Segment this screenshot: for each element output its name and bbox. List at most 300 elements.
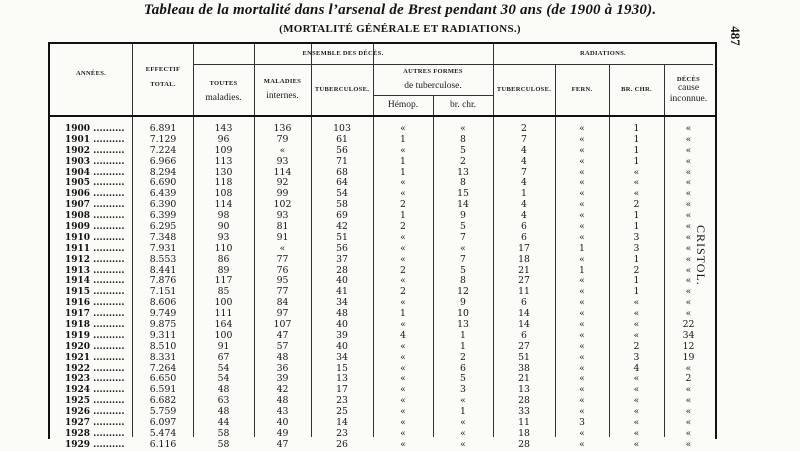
bronchite-chronique-cell: 1 — [460, 340, 466, 352]
year-cell: 1900 .......... — [65, 124, 125, 134]
radiation-tuberculose-cell: 17 — [518, 242, 530, 254]
radiation-fern-cell: « — [579, 199, 585, 211]
radiation-fern-cell: « — [579, 395, 585, 407]
maladies-internes-cell: 57 — [276, 340, 289, 352]
radiation-fern-cell: « — [579, 210, 585, 222]
radiation-fern-cell: « — [579, 308, 585, 320]
radiation-tuberculose-cell: 6 — [521, 221, 527, 233]
radiation-tuberculose-cell: 11 — [518, 286, 530, 298]
radiation-brchr-cell: 4 — [633, 362, 640, 374]
year-cell: 1925 .......... — [65, 396, 125, 407]
header-deces-line1: DÉCÈS — [676, 76, 701, 83]
deces-cause-inconnue-cell: « — [685, 123, 692, 134]
radiation-tuberculose-cell: 4 — [521, 210, 527, 222]
bronchite-chronique-cell: 1 — [460, 406, 466, 418]
maladies-internes-cell: 43 — [276, 406, 289, 418]
year-cell: 1908 .......... — [65, 211, 125, 222]
tuberculose-cell: 25 — [336, 406, 348, 418]
year-cell: 1913 .......... — [65, 265, 125, 276]
radiation-brchr-cell: 1 — [633, 144, 640, 156]
hemoptysie-cell: « — [400, 275, 406, 287]
tuberculose-cell: 34 — [336, 297, 348, 309]
radiation-brchr-cell: « — [633, 319, 640, 331]
maladies-internes-cell: 76 — [276, 264, 289, 276]
tuberculose-cell: 23 — [336, 427, 348, 439]
bronchite-chronique-cell: 6 — [460, 362, 466, 374]
year-cell: 1928 .......... — [65, 428, 125, 439]
hemoptysie-cell: 1 — [400, 210, 406, 222]
effectif-cell: 8.606 — [149, 297, 177, 309]
hemoptysie-cell: « — [400, 144, 406, 156]
radiation-fern-cell: « — [579, 351, 585, 363]
page-title: Tableau de la mortalité dans l’arsenal de Brest pendant 30 ans (de 1900 à 1930). — [143, 2, 657, 18]
toutes-maladies-cell: 91 — [217, 340, 230, 352]
tuberculose-cell: 40 — [336, 340, 348, 352]
maladies-internes-cell: 79 — [276, 133, 289, 145]
deces-cause-inconnue-cell: « — [685, 438, 692, 450]
header-maladies-line2: internes. — [266, 91, 299, 102]
radiation-tuberculose-cell: 1 — [521, 188, 527, 200]
header-effectif — [133, 66, 193, 89]
page-subtitle: (MORTALITÉ GÉNÉRALE ET RADIATIONS.) — [279, 23, 521, 35]
header-toutes-line2: maladies. — [205, 93, 242, 104]
radiation-brchr-cell: « — [633, 395, 640, 407]
radiation-fern-cell: « — [579, 319, 585, 331]
radiation-fern-cell: « — [579, 438, 585, 450]
tuberculose-cell: 54 — [336, 188, 348, 200]
effectif-cell: 8.441 — [149, 264, 177, 276]
hemoptysie-cell: « — [400, 188, 406, 200]
tuberculose-cell: 56 — [336, 242, 348, 254]
deces-cause-inconnue-cell: « — [685, 188, 692, 200]
deces-cause-inconnue-cell: « — [685, 308, 692, 320]
tuberculose-cell: 15 — [336, 362, 348, 374]
maladies-internes-cell: 39 — [276, 373, 289, 385]
effectif-cell: 7.876 — [149, 275, 177, 287]
hemoptysie-cell: 2 — [400, 264, 406, 276]
radiation-tuberculose-cell: 4 — [521, 177, 527, 189]
year-cell: 1915 .......... — [65, 287, 125, 298]
radiation-brchr-cell: « — [633, 297, 640, 309]
hemoptysie-cell: 1 — [400, 308, 406, 320]
year-cell: 1916 .......... — [65, 298, 125, 309]
maladies-internes-cell: « — [279, 144, 286, 156]
hemoptysie-cell: 4 — [400, 329, 406, 341]
bronchite-chronique-cell: 8 — [460, 177, 466, 189]
toutes-maladies-cell: 110 — [214, 242, 233, 254]
header-tuberculose: TUBERCULOSE. — [314, 86, 370, 93]
tuberculose-cell: 64 — [336, 177, 348, 189]
bronchite-chronique-cell: 9 — [460, 297, 466, 309]
bronchite-chronique-cell: 13 — [457, 166, 469, 178]
bronchite-chronique-cell: 5 — [460, 144, 466, 156]
maladies-internes-cell: 77 — [276, 286, 289, 298]
hemoptysie-cell: « — [400, 123, 406, 134]
deces-cause-inconnue-cell: « — [685, 417, 692, 429]
header-autres-formes — [373, 68, 493, 94]
radiation-brchr-cell: « — [633, 427, 640, 439]
radiation-fern-cell: « — [579, 133, 585, 145]
year-cell: 1923 .......... — [65, 374, 125, 385]
radiation-fern-cell: 1 — [579, 242, 585, 254]
maladies-internes-cell: 107 — [273, 319, 292, 331]
maladies-internes-cell: 42 — [276, 384, 289, 396]
maladies-internes-cell: 92 — [276, 177, 289, 189]
radiation-fern-cell: « — [579, 166, 585, 178]
deces-cause-inconnue-cell: « — [685, 242, 692, 254]
radiation-brchr-cell: 1 — [633, 210, 640, 222]
tuberculose-cell: 68 — [336, 166, 348, 178]
toutes-maladies-cell: 44 — [217, 417, 230, 429]
radiation-brchr-cell: 1 — [633, 155, 640, 167]
bronchite-chronique-cell: « — [460, 417, 466, 429]
effectif-cell: 6.390 — [149, 199, 177, 211]
maladies-internes-cell: 102 — [273, 199, 292, 211]
bronchite-chronique-cell: 5 — [460, 264, 466, 276]
maladies-internes-cell: 97 — [276, 308, 289, 320]
tuberculose-cell: 103 — [333, 123, 351, 134]
radiation-fern-cell: « — [579, 144, 585, 156]
tuberculose-cell: 13 — [336, 373, 348, 385]
effectif-cell: 6.591 — [149, 384, 177, 396]
maladies-internes-cell: 47 — [276, 438, 289, 450]
effectif-cell: 8.331 — [149, 351, 177, 363]
toutes-maladies-cell: 109 — [214, 144, 233, 156]
year-cell: 1914 .......... — [65, 276, 125, 287]
bronchite-chronique-cell: 12 — [457, 286, 469, 298]
effectif-cell: 6.097 — [149, 417, 177, 429]
tuberculose-cell: 71 — [336, 155, 348, 167]
hemoptysie-cell: 1 — [400, 155, 406, 167]
effectif-cell: 6.690 — [149, 177, 177, 189]
tuberculose-cell: 40 — [336, 319, 348, 331]
radiation-brchr-cell: « — [633, 373, 640, 385]
subgroup-rule — [373, 95, 493, 96]
effectif-cell: 6.966 — [149, 155, 177, 167]
year-cell: 1924 .......... — [65, 385, 125, 396]
tuberculose-cell: 37 — [336, 253, 348, 265]
deces-cause-inconnue-cell: « — [685, 297, 692, 309]
effectif-cell: 8.510 — [149, 340, 177, 352]
bronchite-chronique-cell: 7 — [460, 231, 466, 243]
deces-cause-inconnue-cell: « — [685, 395, 692, 407]
tuberculose-cell: 69 — [336, 210, 348, 222]
hemoptysie-cell: « — [400, 319, 406, 331]
maladies-internes-cell: 49 — [276, 427, 289, 439]
effectif-cell: 9.311 — [149, 329, 177, 341]
deces-cause-inconnue-cell: 2 — [685, 373, 692, 385]
maladies-internes-cell: « — [279, 242, 286, 254]
effectif-cell: 7.348 — [149, 231, 177, 243]
toutes-maladies-cell: 111 — [214, 308, 233, 320]
table-row — [50, 157, 711, 168]
bronchite-chronique-cell: 9 — [460, 210, 466, 222]
header-autres-line1: AUTRES FORMES — [403, 68, 463, 75]
hemoptysie-cell: 1 — [400, 133, 406, 145]
radiation-tuberculose-cell: 4 — [521, 144, 527, 156]
toutes-maladies-cell: 58 — [217, 438, 230, 450]
maladies-internes-cell: 81 — [276, 221, 289, 233]
toutes-maladies-cell: 98 — [217, 210, 230, 222]
toutes-maladies-cell: 93 — [217, 231, 230, 243]
effectif-cell: 7.129 — [149, 133, 177, 145]
year-cell: 1921 .......... — [65, 352, 125, 363]
effectif-cell: 7.931 — [149, 242, 177, 254]
radiation-brchr-cell: 2 — [633, 199, 640, 211]
year-cell: 1929 .......... — [65, 439, 125, 450]
radiation-fern-cell: « — [579, 286, 585, 298]
radiation-tuberculose-cell: 6 — [521, 329, 527, 341]
deces-cause-inconnue-cell: « — [685, 427, 692, 439]
header-deces-line2: cause — [677, 83, 700, 94]
radiation-fern-cell: « — [579, 384, 585, 396]
tuberculose-cell: 26 — [336, 438, 348, 450]
radiation-tuberculose-cell: 51 — [518, 351, 530, 363]
bronchite-chronique-cell: 2 — [460, 155, 466, 167]
group-rule — [493, 64, 713, 65]
year-cell: 1927 .......... — [65, 418, 125, 429]
radiation-brchr-cell: 1 — [633, 221, 640, 233]
header-hemop: Hémop. — [387, 100, 419, 110]
radiation-fern-cell: « — [579, 231, 585, 243]
header-brchr: br. chr. — [449, 100, 477, 110]
toutes-maladies-cell: 113 — [214, 155, 233, 167]
radiation-tuberculose-cell: 6 — [521, 297, 527, 309]
toutes-maladies-cell: 90 — [217, 221, 230, 233]
maladies-internes-cell: 114 — [273, 166, 292, 178]
header-radiations: RADIATIONS. — [580, 50, 626, 57]
hemoptysie-cell: 2 — [400, 199, 406, 211]
radiation-tuberculose-cell: 6 — [521, 231, 527, 243]
radiation-brchr-cell: « — [633, 177, 640, 189]
hemoptysie-cell: « — [400, 351, 406, 363]
toutes-maladies-cell: 86 — [217, 253, 230, 265]
bronchite-chronique-cell: « — [460, 123, 466, 134]
deces-cause-inconnue-cell: « — [685, 210, 692, 222]
tuberculose-cell: 40 — [336, 275, 348, 287]
radiation-fern-cell: 3 — [579, 417, 585, 429]
effectif-cell: 7.224 — [149, 144, 177, 156]
bronchite-chronique-cell: 13 — [457, 319, 469, 331]
radiation-fern-cell: « — [579, 427, 585, 439]
radiation-tuberculose-cell: 4 — [521, 155, 527, 167]
effectif-cell: 6.116 — [149, 438, 177, 450]
radiation-brchr-cell: « — [633, 417, 640, 429]
year-cell: 1911 .......... — [65, 243, 125, 254]
radiation-tuberculose-cell: 18 — [518, 427, 530, 439]
bronchite-chronique-cell: 15 — [457, 188, 469, 200]
radiation-tuberculose-cell: 18 — [518, 253, 530, 265]
radiation-brchr-cell: 3 — [633, 351, 640, 363]
year-cell: 1922 .......... — [65, 363, 125, 374]
hemoptysie-cell: « — [400, 253, 406, 265]
toutes-maladies-cell: 164 — [214, 319, 233, 331]
maladies-internes-cell: 47 — [276, 329, 289, 341]
effectif-cell: 8.294 — [149, 166, 177, 178]
toutes-maladies-cell: 96 — [217, 133, 230, 145]
bronchite-chronique-cell: 2 — [460, 351, 466, 363]
tuberculose-cell: 51 — [336, 231, 348, 243]
effectif-cell: 6.295 — [149, 221, 177, 233]
radiation-tuberculose-cell: 27 — [518, 275, 530, 287]
deces-cause-inconnue-cell: « — [685, 286, 692, 298]
hemoptysie-cell: « — [400, 384, 406, 396]
radiation-brchr-cell: 1 — [633, 253, 640, 265]
radiation-tuberculose-cell: 2 — [521, 123, 527, 134]
bronchite-chronique-cell: 8 — [460, 275, 466, 287]
maladies-internes-cell: 99 — [276, 188, 289, 200]
year-cell: 1910 .......... — [65, 232, 125, 243]
toutes-maladies-cell: 48 — [217, 384, 230, 396]
header-ensemble: ENSEMBLE DES DÉCÈS. — [302, 50, 384, 57]
maladies-internes-cell: 48 — [276, 351, 289, 363]
header-deces-inconnue — [664, 76, 713, 105]
header-effectif-line1: EFFECTIF — [145, 66, 181, 73]
tuberculose-cell: 17 — [336, 384, 348, 396]
year-cell: 1918 .......... — [65, 320, 125, 331]
bronchite-chronique-cell: « — [460, 438, 466, 450]
radiation-fern-cell: 1 — [579, 264, 585, 276]
toutes-maladies-cell: 114 — [214, 199, 233, 211]
maladies-internes-cell: 84 — [276, 297, 289, 309]
tuberculose-cell: 41 — [336, 286, 348, 298]
radiation-brchr-cell: 2 — [633, 264, 640, 276]
tuberculose-cell: 56 — [336, 144, 348, 156]
radiation-brchr-cell: « — [633, 329, 640, 341]
radiation-tuberculose-cell: 28 — [518, 438, 530, 450]
radiation-tuberculose-cell: 21 — [518, 264, 530, 276]
toutes-maladies-cell: 100 — [214, 329, 233, 341]
hemoptysie-cell: « — [400, 417, 406, 429]
radiation-fern-cell: « — [579, 275, 585, 287]
header-autres-line2: de tuberculose. — [404, 81, 462, 92]
tuberculose-cell: 58 — [336, 199, 348, 211]
bronchite-chronique-cell: « — [460, 395, 466, 407]
maladies-internes-cell: 93 — [276, 210, 289, 222]
effectif-cell: 6.650 — [149, 373, 177, 385]
tuberculose-cell: 39 — [336, 329, 348, 341]
year-cell: 1905 .......... — [65, 178, 125, 189]
table-row — [50, 255, 711, 266]
bronchite-chronique-cell: 5 — [460, 221, 466, 233]
tuberculose-cell: 28 — [336, 264, 348, 276]
year-cell: 1903 .......... — [65, 156, 125, 167]
hemoptysie-cell: « — [400, 395, 406, 407]
year-cell: 1907 .......... — [65, 200, 125, 211]
radiation-tuberculose-cell: 13 — [518, 384, 530, 396]
radiation-fern-cell: « — [579, 362, 585, 374]
deces-cause-inconnue-cell: « — [685, 133, 692, 145]
bronchite-chronique-cell: 14 — [457, 199, 469, 211]
table-row — [50, 429, 711, 440]
deces-cause-inconnue-cell: 34 — [682, 329, 695, 341]
tuberculose-cell: 61 — [336, 133, 348, 145]
hemoptysie-cell: « — [400, 427, 406, 439]
year-cell: 1909 .......... — [65, 222, 125, 233]
maladies-internes-cell: 93 — [276, 155, 289, 167]
bronchite-chronique-cell: 1 — [460, 329, 466, 341]
radiation-tuberculose-cell: 7 — [521, 133, 527, 145]
radiation-tuberculose-cell: 7 — [521, 166, 527, 178]
radiation-brchr-cell: 1 — [633, 286, 640, 298]
deces-cause-inconnue-cell: « — [685, 144, 692, 156]
group-rule — [193, 64, 493, 65]
toutes-maladies-cell: 100 — [214, 297, 233, 309]
bronchite-chronique-cell: 3 — [460, 384, 466, 396]
year-cell: 1920 .......... — [65, 341, 125, 352]
maladies-internes-cell: 48 — [276, 395, 289, 407]
header-effectif-line2: TOTAL. — [150, 81, 176, 89]
header-toutes — [193, 80, 254, 106]
deces-cause-inconnue-cell: « — [685, 221, 692, 233]
bronchite-chronique-cell: 8 — [460, 133, 466, 145]
maladies-internes-cell: 36 — [276, 362, 289, 374]
header-rule — [48, 115, 715, 117]
toutes-maladies-cell: 63 — [217, 395, 230, 407]
year-cell: 1906 .......... — [65, 189, 125, 200]
radiation-fern-cell: « — [579, 373, 585, 385]
deces-cause-inconnue-cell: 22 — [682, 319, 695, 331]
year-cell: 1901 .......... — [65, 134, 125, 145]
deces-cause-inconnue-cell: « — [685, 406, 692, 418]
radiation-brchr-cell: « — [633, 438, 640, 450]
radiation-brchr-cell: 1 — [633, 123, 640, 134]
hemoptysie-cell: « — [400, 362, 406, 374]
toutes-maladies-cell: 117 — [214, 275, 233, 287]
radiation-tuberculose-cell: 11 — [518, 417, 530, 429]
toutes-maladies-cell: 67 — [217, 351, 230, 363]
year-cell: 1902 .......... — [65, 145, 125, 156]
table-row — [50, 353, 711, 364]
header-rad-fern: FERN. — [571, 86, 593, 93]
effectif-cell: 6.682 — [149, 395, 177, 407]
maladies-internes-cell: 77 — [276, 253, 289, 265]
maladies-internes-cell: 136 — [273, 123, 292, 134]
deces-cause-inconnue-cell: « — [685, 362, 692, 374]
radiation-tuberculose-cell: 14 — [518, 319, 530, 331]
radiation-tuberculose-cell: 27 — [518, 340, 530, 352]
hemoptysie-cell: « — [400, 231, 406, 243]
radiation-tuberculose-cell: 28 — [518, 395, 530, 407]
header-rad-brchr: BR. CHR. — [621, 86, 652, 93]
effectif-cell: 5.759 — [149, 406, 177, 418]
radiation-tuberculose-cell: 38 — [518, 362, 530, 374]
hemoptysie-cell: « — [400, 242, 406, 254]
maladies-internes-cell: 91 — [276, 231, 289, 243]
effectif-cell: 9.875 — [149, 319, 177, 331]
deces-cause-inconnue-cell: « — [685, 231, 692, 243]
hemoptysie-cell: « — [400, 177, 406, 189]
bronchite-chronique-cell: « — [460, 242, 466, 254]
effectif-cell: 7.264 — [149, 362, 177, 374]
tuberculose-cell: 34 — [336, 351, 348, 363]
hemoptysie-cell: « — [400, 340, 406, 352]
radiation-fern-cell: « — [579, 253, 585, 265]
radiation-brchr-cell: 3 — [633, 231, 640, 243]
deces-cause-inconnue-cell: « — [685, 155, 692, 167]
effectif-cell: 5.474 — [149, 427, 177, 439]
hemoptysie-cell: « — [400, 373, 406, 385]
running-head: CRISTOL. — [694, 225, 708, 286]
bronchite-chronique-cell: « — [460, 427, 466, 439]
radiation-tuberculose-cell: 33 — [518, 406, 530, 418]
effectif-cell: 6.399 — [149, 210, 177, 222]
tuberculose-cell: 23 — [336, 395, 348, 407]
toutes-maladies-cell: 118 — [214, 177, 233, 189]
deces-cause-inconnue-cell: 12 — [682, 340, 695, 352]
hemoptysie-cell: « — [400, 406, 406, 418]
page-number: 487 — [727, 26, 743, 46]
